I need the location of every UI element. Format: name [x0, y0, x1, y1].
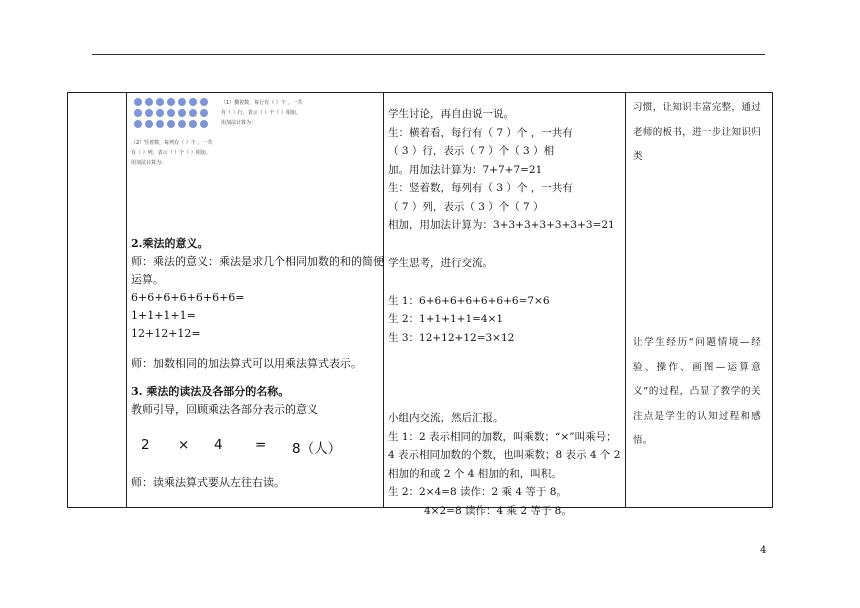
text-line: 运算。: [131, 273, 164, 286]
dot: [189, 120, 197, 128]
figure-question-1: [221, 99, 302, 128]
reading-rule: 师：读乘法算式要从左往右读。: [131, 476, 285, 489]
summary-line: 师：加数相同的加法算式可以用乘法算式表示。: [131, 357, 362, 370]
dot: [134, 120, 142, 128]
dot: [156, 109, 164, 117]
dot: [189, 98, 197, 106]
dot: [134, 98, 142, 106]
header-rule: [92, 54, 765, 55]
section-3-heading: 3. 乘法的读法及各部分的名称。: [131, 385, 290, 398]
equation-factor-1: 2: [141, 437, 150, 453]
text-line: 生 3：12+12+12=3×12: [388, 331, 515, 344]
dot-array-figure: [134, 98, 210, 131]
stage-column-cell: [68, 93, 127, 508]
example-line: 12+12+12=: [131, 327, 201, 340]
equation-equals-sign: =: [255, 437, 267, 453]
equation-times-sign: ×: [178, 437, 190, 453]
dot: [178, 120, 186, 128]
page-number: 4: [760, 545, 767, 556]
section-3: [131, 383, 318, 419]
text-line: 生：横着看，每行有（ 7 ）个 ，一共有: [388, 126, 573, 139]
figure-line: 有（ ）列，表示（ ）个（ ）相加。: [131, 150, 211, 156]
dot: [189, 109, 197, 117]
student-activity-cell: [384, 93, 626, 517]
equation-factor-2: 4: [214, 437, 223, 453]
figure-line: 用加法计算为：: [221, 120, 257, 126]
figure-line: （1）横着数，每行有（ ）个 ，一共: [221, 100, 303, 106]
dot: [134, 109, 142, 117]
text-line: 4×2=8 读作：4 乘 2 等于 8。: [424, 504, 572, 517]
dot: [167, 98, 175, 106]
teacher-activity-cell: [127, 93, 384, 508]
text-line: 学生讨论，再自由说一说。: [388, 108, 514, 120]
intent-paragraph-1: 习惯，让知识丰富完整，通过老师的板书，进一步让知识归类: [633, 102, 761, 162]
dot: [145, 98, 153, 106]
text-line: （ 3 ）行，表示（ 7 ）个（ 3 ）相: [388, 145, 555, 157]
section-2-heading: 2.乘法的意义。: [131, 237, 209, 250]
section-2: [131, 235, 384, 373]
equation-product: 8（人）: [292, 441, 342, 457]
text-line: 小组内交流，然后汇报。: [388, 412, 504, 424]
student-block-3: [388, 409, 620, 520]
text-line: 相加，用加法计算为：3+3+3+3+3+3+3=21: [388, 219, 615, 231]
figure-line: 有（ ）行，表示（ ）个（ ）相加。: [221, 110, 301, 116]
student-block-1: [388, 105, 615, 235]
text-line: 生 1：6+6+6+6+6+6+6=7×6: [388, 294, 550, 307]
text-line: 4 表示相同加数的个数，也叫乘数；8 表示 4 个 2: [388, 449, 621, 461]
dot: [200, 98, 208, 106]
figure-question-2: [131, 139, 212, 168]
dot: [167, 120, 175, 128]
text-line: （ 7 ）列，表示（ 3 ）个（ 7 ）: [388, 200, 544, 213]
dot: [145, 120, 153, 128]
dot: [145, 109, 153, 117]
intent-paragraph-2: 让学生经历“问题情境—经验、操作、画图—运算意义”的过程，凸显了教学的关注点是学生的认知过程和感悟。: [633, 337, 761, 446]
text-line: 师：乘法的意义：乘法是求几个相同加数的和的简便: [131, 255, 384, 268]
text-line: 教师引导，回顾乘法各部分表示的意义: [131, 403, 318, 416]
dot: [178, 98, 186, 106]
example-line: 1+1+1+1=: [131, 309, 196, 322]
text-line: 生 2：2×4=8 读作：2 乘 4 等于 8。: [388, 486, 567, 498]
figure-line: （2）竖着数，每列有（ ）个 ，一共: [131, 140, 213, 146]
design-intent-cell: [626, 93, 773, 508]
text-line: 生 2：1+1+1+1=4×1: [388, 313, 504, 325]
figure-line: 用加法计算为：: [131, 160, 167, 166]
example-line: 6+6+6+6+6+6+6=: [131, 291, 245, 304]
text-line: 相加的和或 2 个 4 相加的和，叫积。: [388, 467, 562, 480]
dot: [200, 109, 208, 117]
text-line: 学生思考，进行交流。: [388, 257, 493, 269]
dot: [178, 109, 186, 117]
lesson-plan-table: [67, 92, 773, 517]
dot: [156, 120, 164, 128]
text-line: 生 1：2 表示相同的加数，叫乘数；“×”叫乘号；: [388, 430, 617, 443]
student-block-2: [388, 254, 550, 347]
text-line: 加。用加法计算为：7+7+7=21: [388, 163, 543, 176]
multiplication-equation: [131, 437, 371, 455]
dot: [200, 120, 208, 128]
dot: [156, 98, 164, 106]
dot: [167, 109, 175, 117]
text-line: 生：竖着数，每列有（ 3 ）个 ，一共有: [388, 182, 573, 194]
